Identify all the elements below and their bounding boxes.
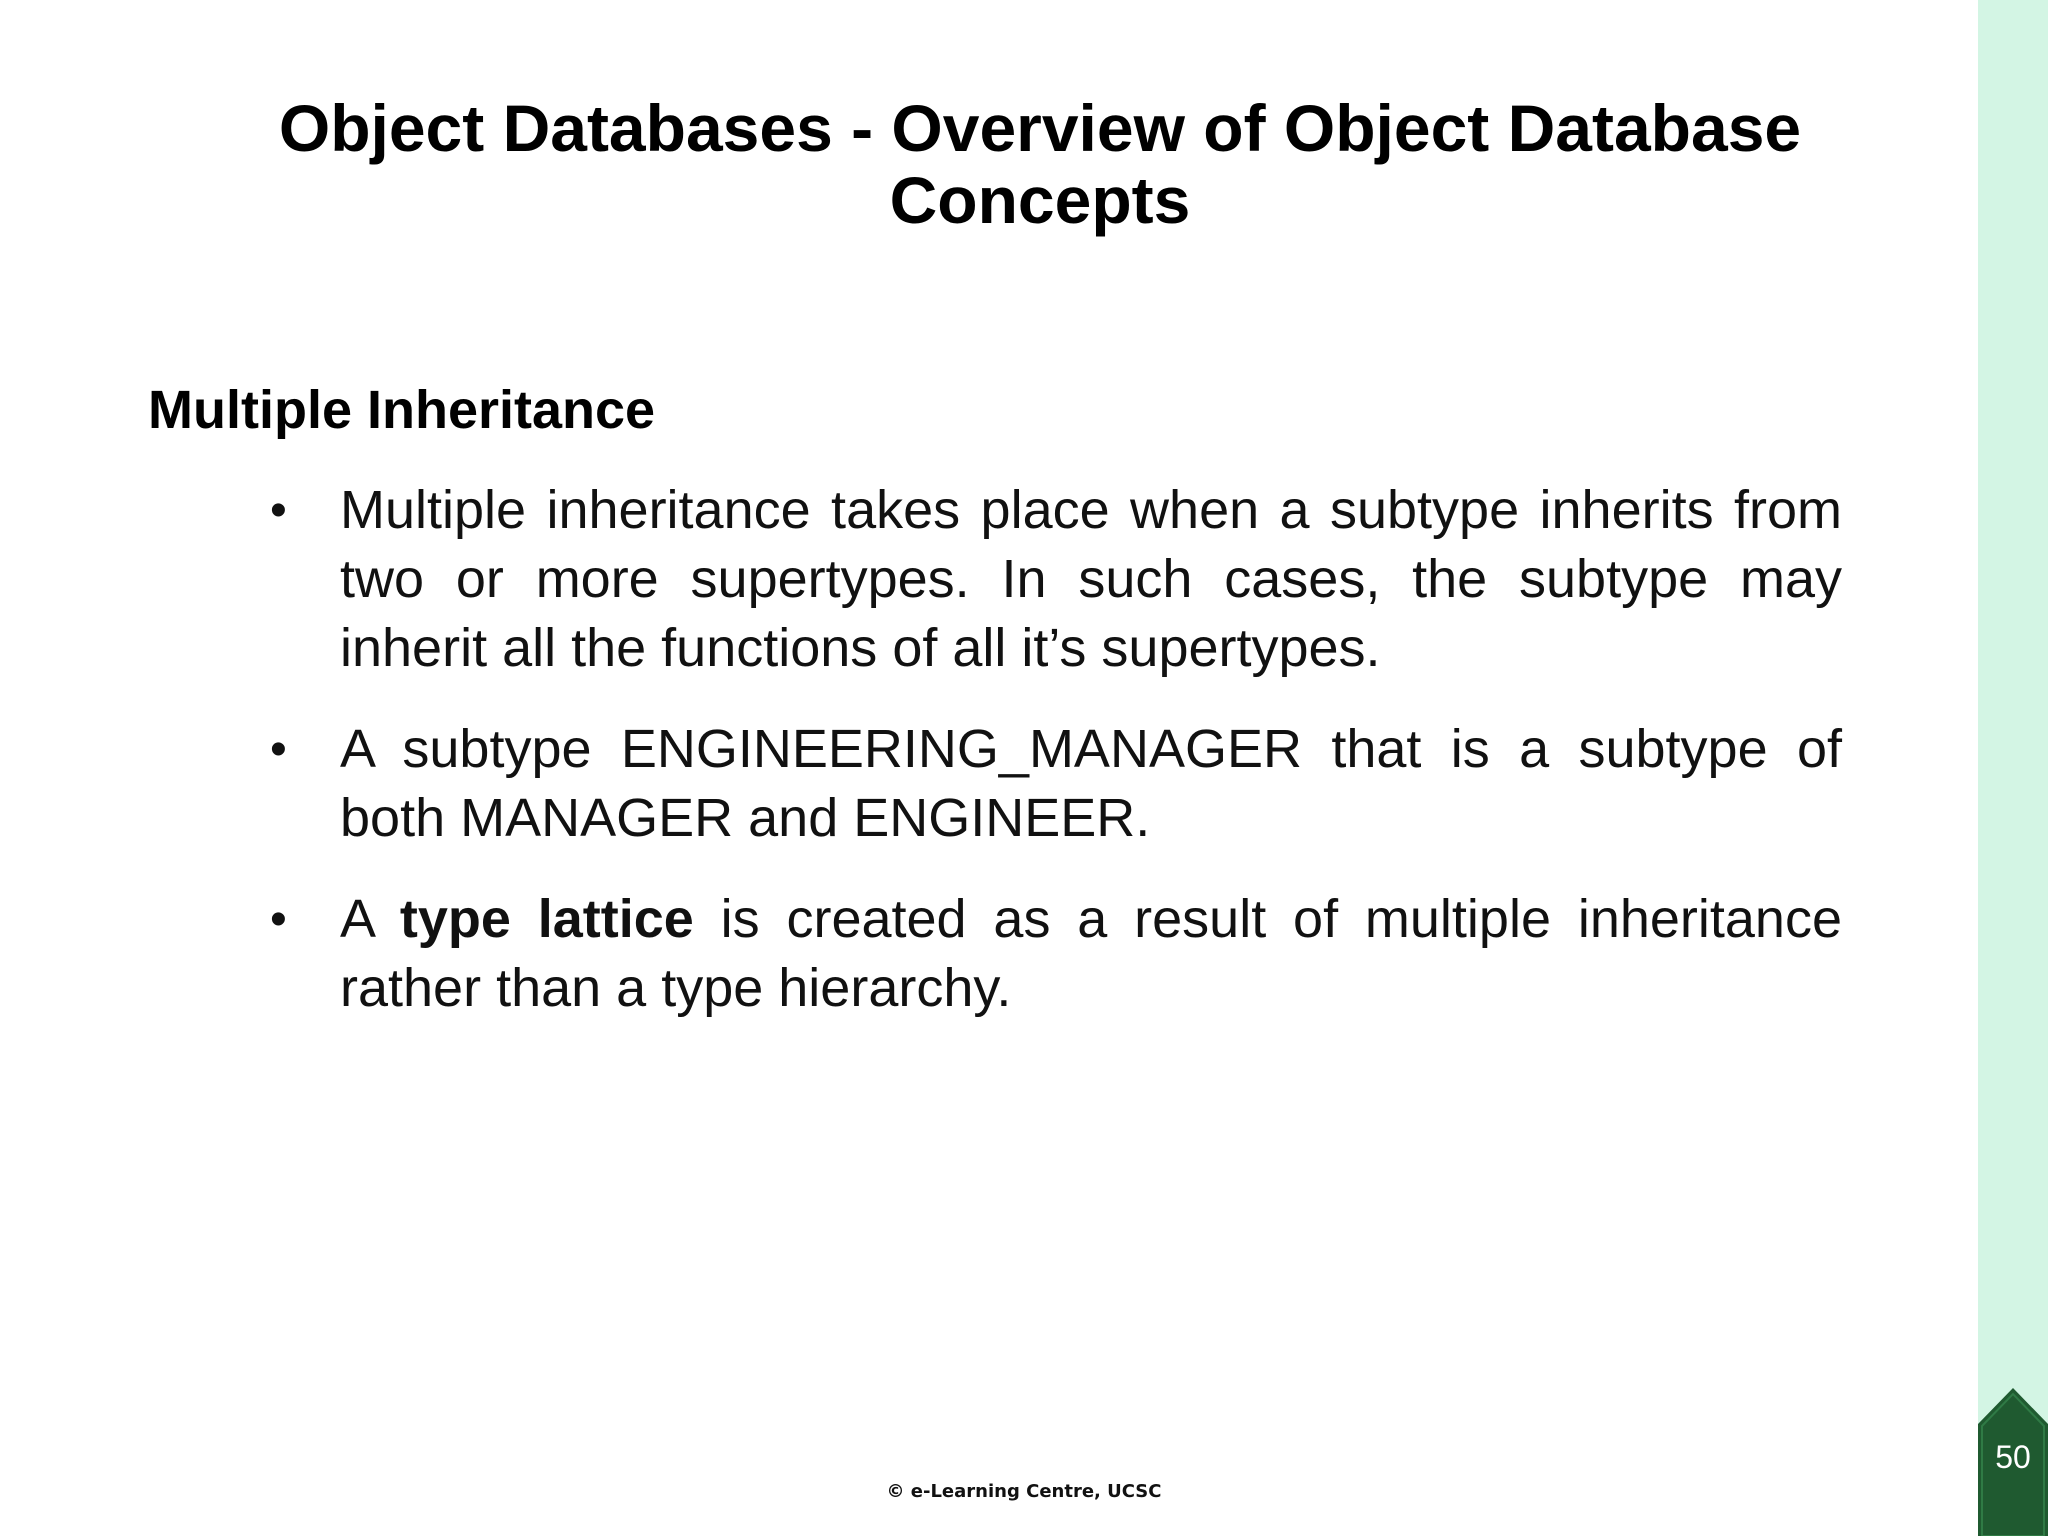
bullet-item [270,715,1842,853]
type-lattice-term: type lattice [399,889,694,949]
bullet-text: Multiple inheritance takes place when a subtype inherits from two or more supertypes. In such cases, the subtype may inherit all the functions of all it’s supertypes. [340,480,1842,678]
bullet-dot-icon: • [270,723,287,776]
bullet-dot-icon: • [270,893,287,946]
bullet-list [270,476,1842,1055]
side-band [1978,0,2048,1536]
bullet-item [270,476,1842,683]
bullet-text-prefix: A [340,889,400,949]
bullet-text-suffix: is created as a result of multiple inheritance rather than a type hierarchy. [340,889,1842,1018]
section-heading: Multiple Inheritance [148,380,656,440]
bullet-dot-icon: • [270,484,287,537]
bullet-text: A subtype ENGINEERING_MANAGER that is a subtype of both MANAGER and ENGINEER. [340,719,1842,848]
page-number-tab [1978,1388,2048,1536]
bullet-item [270,885,1842,1023]
page-number: 50 [1995,1439,2031,1475]
copyright-footer: © e-Learning Centre, UCSC [886,1481,1162,1502]
bullet-text [340,889,1842,1018]
slide-title: Object Databases - Overview of Object Database Concepts [278,91,1802,237]
